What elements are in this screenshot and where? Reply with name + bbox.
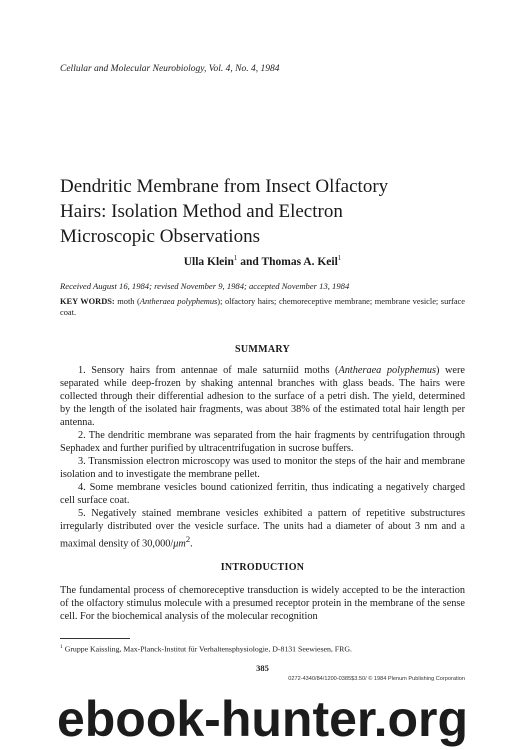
- author-list: [60, 254, 465, 268]
- author-name: Ulla Klein: [183, 255, 234, 268]
- summary-paragraph-1: [60, 364, 465, 429]
- introduction-body: [60, 584, 465, 623]
- introduction-paragraph: The fundamental process of chemoreceptive transduction is widely accepted to be the interaction of the olfactory stimulus molecule with a presumed receptor protein in the membrane of the sense cell. For the biochemical analysis of the molecular recognition: [60, 585, 465, 622]
- summary-text: .: [190, 538, 193, 550]
- summary-text: 1. Sensory hairs from antennae of male saturniid moths (: [78, 365, 339, 376]
- page-number: 385: [256, 663, 269, 673]
- summary-paragraph-4: 4. Some membrane vesicles bound cationized ferritin, thus indicating a negatively charged cell surface coat.: [60, 482, 465, 506]
- article-title: [60, 174, 480, 249]
- keywords-text: moth (: [114, 297, 140, 306]
- footnote-rule: [60, 638, 130, 639]
- footnote: [60, 642, 465, 655]
- summary-text: 5. Negatively stained membrane vesicles exhibited a pattern of repetitive substructures irregularly distributed over the vesicle surface. The units had a diameter of about 3 nm and a maximal density of 30,000/: [60, 508, 465, 550]
- keywords-text: ); olfactory hairs; chemoreceptive membrane; membrane vesicle; surface coat.: [60, 297, 465, 317]
- summary-unit: μm: [173, 538, 186, 550]
- title-line-2: Hairs: Isolation Method and Electron: [60, 201, 343, 222]
- summary-paragraph-5: [60, 507, 465, 550]
- copyright-line: 0272-4340/84/1200-0385$3.50/ © 1984 Plenum Publishing Corporation: [288, 676, 465, 682]
- watermark: [0, 692, 525, 750]
- journal-citation: Cellular and Molecular Neurobiology, Vol. 4, No. 4, 1984: [60, 64, 280, 74]
- footnote-mark: 1: [60, 644, 63, 650]
- summary-paragraph-3: 3. Transmission electron microscopy was used to monitor the steps of the hair and membrane isolation and to investigate the membrane pellet.: [60, 456, 465, 480]
- footnote-text: Gruppe Kaissling, Max-Planck-Institut für Verhaltensphysiologie, D-8131 Seewiesen, FRG.: [62, 644, 352, 654]
- summary-paragraph-2: 2. The dendritic membrane was separated from the hair fragments by centrifugation through Sephadex and further purified by ultracentrifugation in sucrose buffers.: [60, 430, 465, 454]
- watermark-svg: [0, 692, 525, 750]
- summary-exponent: 2: [185, 534, 191, 544]
- introduction-heading: INTRODUCTION: [220, 562, 305, 573]
- summary-text: ) were separated while deep-frozen by shaking antennal branches with glass beads. The hairs were collected through their differential adhesion to the surface of a petri dish. The yield, determined by the length of the isolated hair fragments, was about 38% of the estimated total hair length per antenna.: [60, 365, 466, 428]
- affiliation-mark: 1: [233, 254, 238, 262]
- summary-heading: SUMMARY: [234, 344, 291, 355]
- affiliation-mark: 1: [337, 254, 342, 262]
- watermark-text: ebook-hunter.org: [56, 692, 469, 747]
- summary-body: [60, 364, 465, 550]
- title-line-3: Microscopic Observations: [60, 226, 260, 247]
- title-line-1: Dendritic Membrane from Insect Olfactory: [60, 176, 389, 197]
- received-dates: Received August 16, 1984; revised November 9, 1984; accepted November 13, 1984: [60, 281, 350, 291]
- keywords-label: KEY WORDS:: [60, 297, 115, 306]
- summary-species: Antheraea polyphemus: [338, 365, 437, 376]
- keywords: [60, 296, 465, 318]
- author-name: Thomas A. Keil: [261, 255, 338, 268]
- keywords-species: Antheraea polyphemus: [139, 297, 218, 306]
- author-joiner: and: [237, 255, 262, 268]
